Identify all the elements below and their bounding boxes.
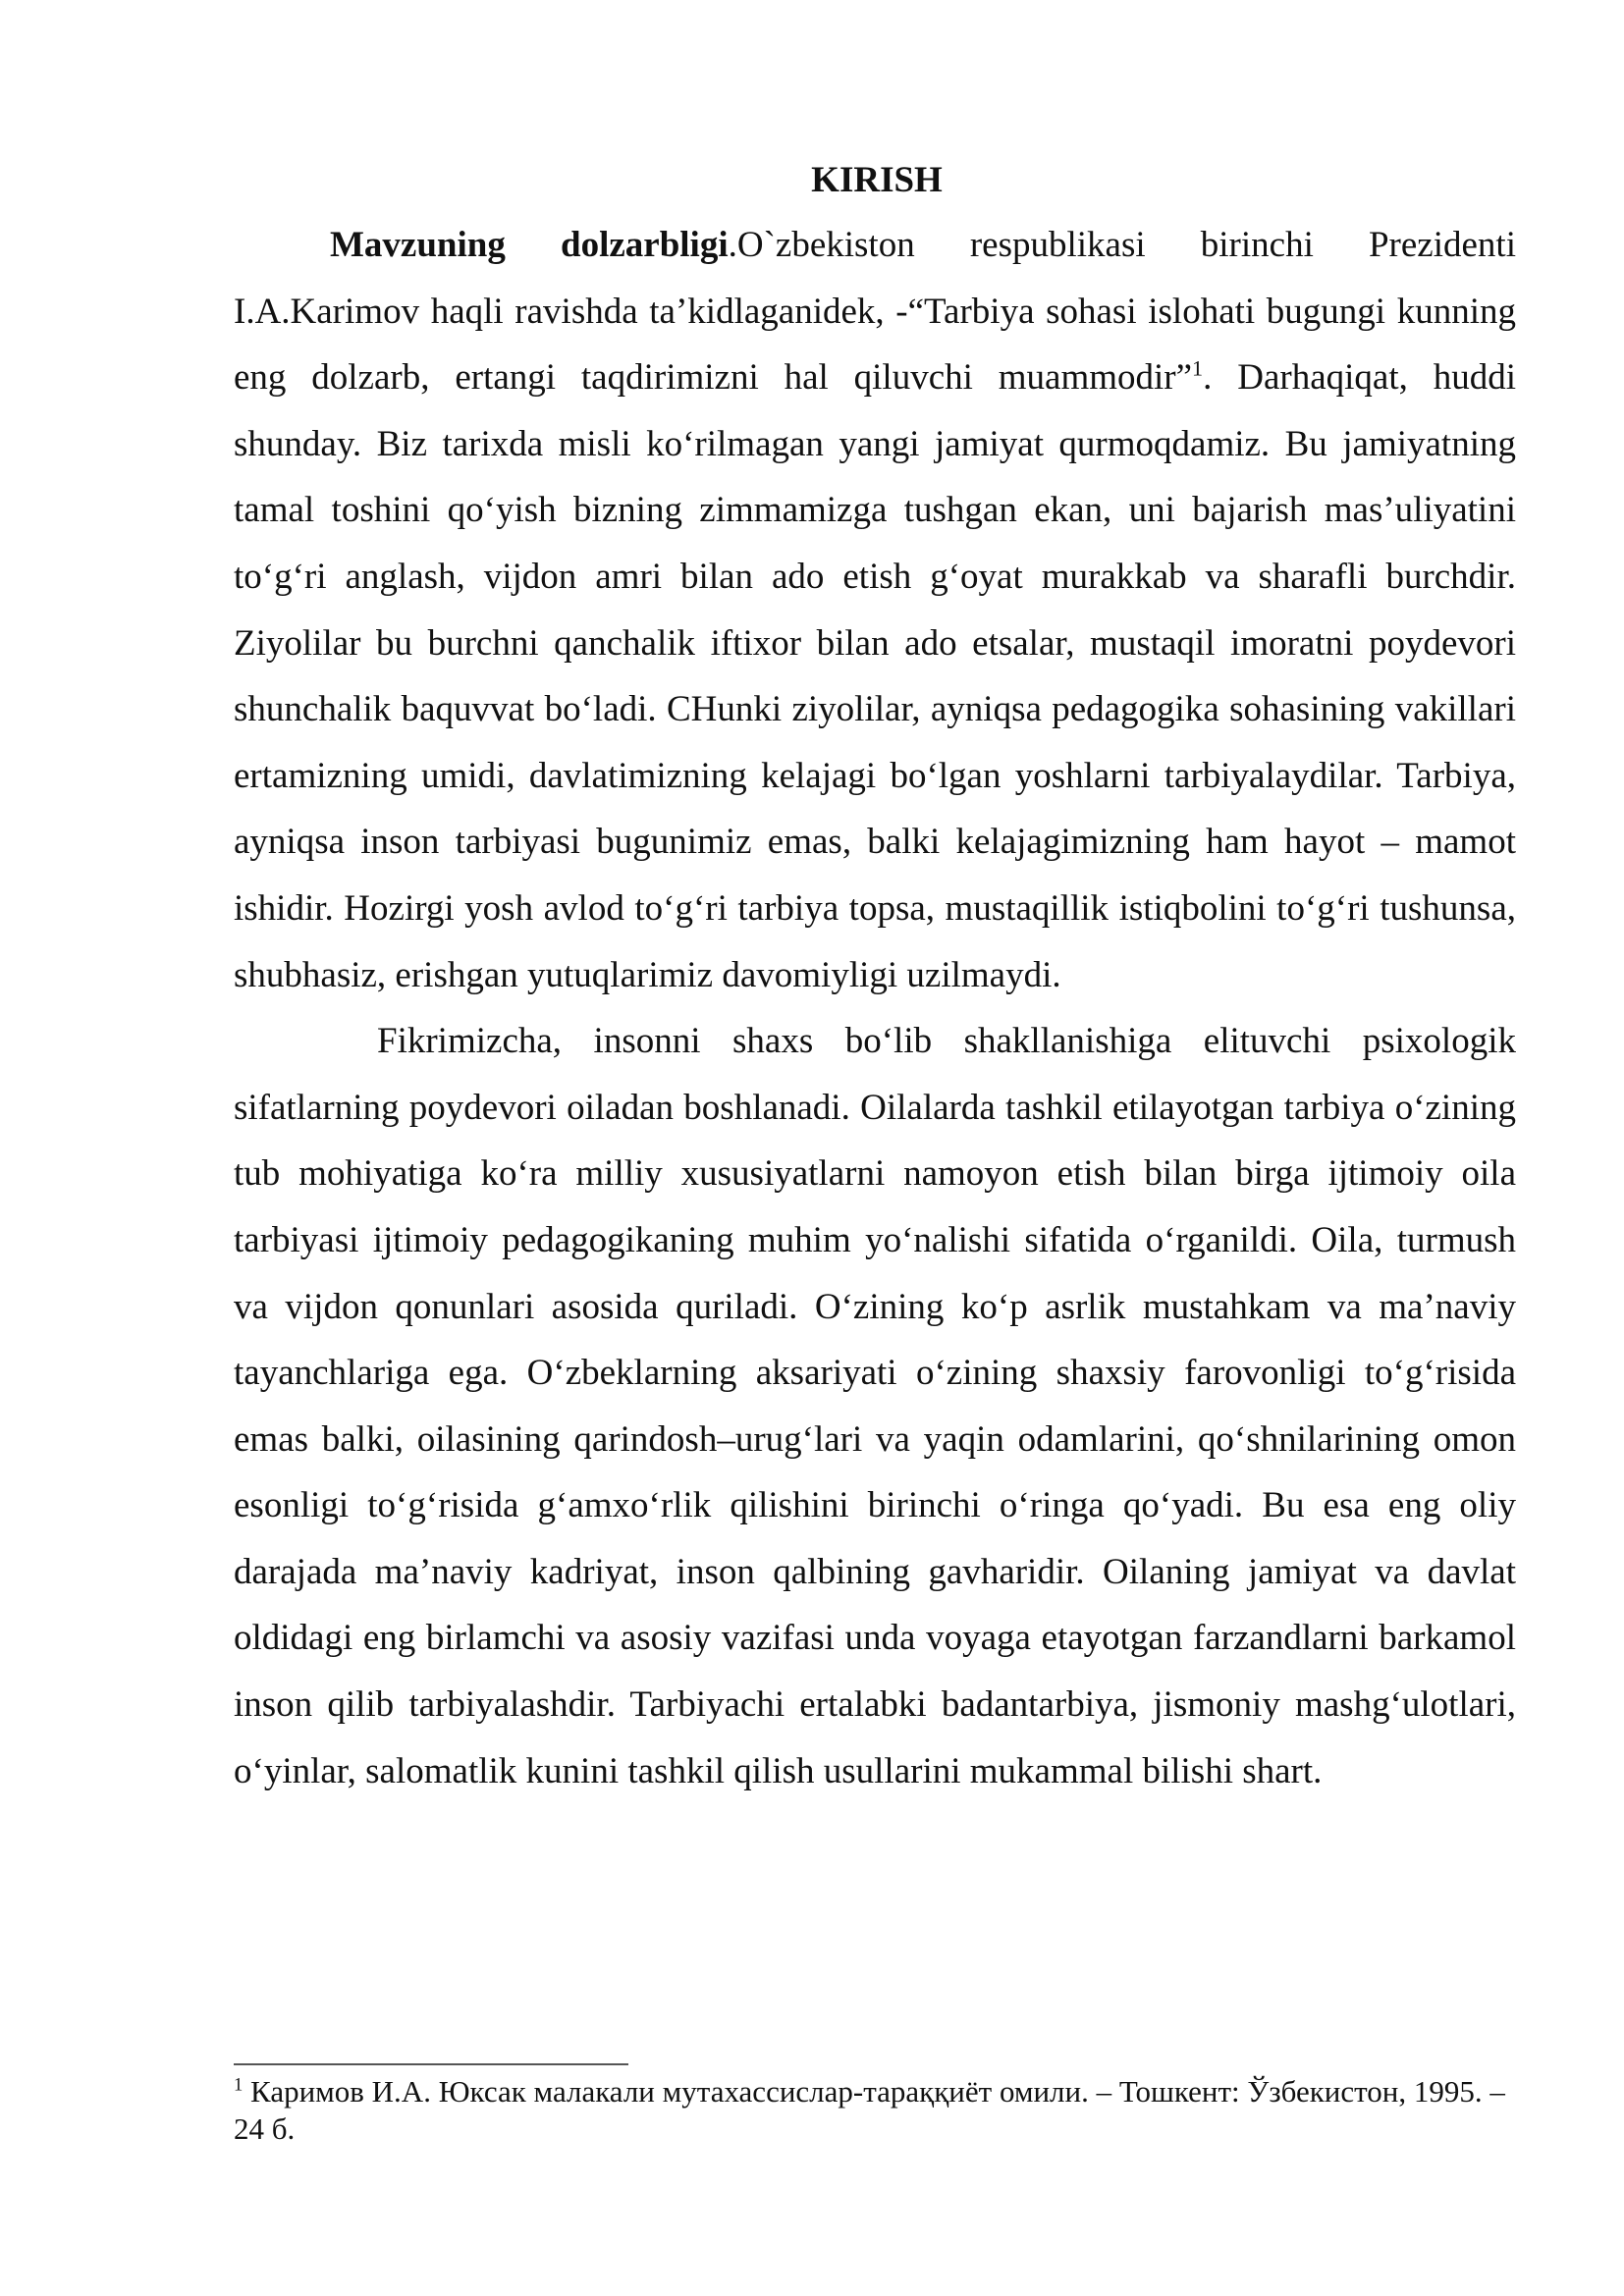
page-title: KIRISH <box>811 160 943 200</box>
footnote-mark: 1 <box>234 2074 244 2096</box>
paragraph-text-continued: . Darhaqiqat, huddi shunday. Biz tarixda misli ko‘rilmagan yangi jamiyat qurmoqdamiz. Bu jamiyatning tamal toshini qo‘yish bizning zimmamizga tushgan ekan, uni bajarish mas’uliyatini to‘g‘ri anglash, vijdon amri bilan ado etish g‘oyat murakkab va sharafli burchdir. Ziyolilar bu burchni qanchalik iftixor bilan ado etsalar, mustaqil imoratni poydevori shunchalik baquvvat bo‘ladi. CHunki ziyolilar, ayniqsa pedagogika sohasining vakillari ertamizning umidi, davlatimizning kelajagi bo‘lgan yoshlarni tarbiyalaydilar. Tarbiya, ayniqsa inson tarbiyasi bugunimiz emas, balki kelajagimizning ham hayot – mamot ishidir. Hozirgi yosh avlod to‘g‘ri tarbiya topsa, mustaqillik istiqbolini to‘g‘ri tushunsa, shubhasiz, erishgan yutuqlarimiz davomiyligi uzilmaydi. <box>234 357 1516 995</box>
paragraph-text: .O`zbekiston respublikasi birinchi Prezidenti I.A.Karimov haqli ravishda ta’kidlaganidek, -“Tarbiya sohasi islohati bugungi kunning eng dolzarb, ertangi taqdirimizni hal qiluvchi muammodir” <box>234 225 1516 399</box>
relevance-heading: Mavzuning dolzarbligi <box>330 225 729 265</box>
footnote <box>234 2073 1516 2148</box>
footnote-separator <box>234 2063 628 2065</box>
paragraph-relevance <box>234 212 1516 1008</box>
document-body <box>234 147 1516 1804</box>
paragraph-family-upbringing: Fikrimizcha, insonni shaxs bo‘lib shakllanishiga elituvchi psixologik sifatlarning poydevori oiladan boshlanadi. Oilalarda tashkil etilayotgan tarbiya o‘zining tub mohiyatiga ko‘ra milliy xususiyatlarni namoyon etish bilan birga ijtimoiy oila tarbiyasi ijtimoiy pedagogikaning muhim yo‘nalishi sifatida o‘rganildi. Oila, turmush va vijdon qonunlari asosida quriladi. O‘zining ko‘p asrlik mustahkam va ma’naviy tayanchlariga ega. O‘zbeklarning aksariyati o‘zining shaxsiy farovonligi to‘g‘risida emas balki, oilasining qarindosh–urug‘lari va yaqin odamlarini, qo‘shnilarining omon esonligi to‘g‘risida g‘amxo‘rlik qilishini birinchi o‘ringa qo‘yadi. Bu esa eng oliy darajada ma’naviy kadriyat, inson qalbining gavharidir. Oilaning jamiyat va davlat oldidagi eng birlamchi va asosiy vazifasi unda voyaga etayotgan farzandlarni barkamol inson qilib tarbiyalashdir. Tarbiyachi ertalabki badantarbiya, jismoniy mashg‘ulotlari, o‘yinlar, salomatlik kunini tashkil qilish usullarini mukammal bilishi shart. <box>234 1021 1516 1791</box>
footnote-reference[interactable]: 1 <box>1192 355 1204 381</box>
footnote-text: Каримов И.А. Юксак малакали мутахассислар-тараққиёт омили. – Тошкент: Ўзбекистон, 1995. – 24 б. <box>234 2074 1505 2146</box>
